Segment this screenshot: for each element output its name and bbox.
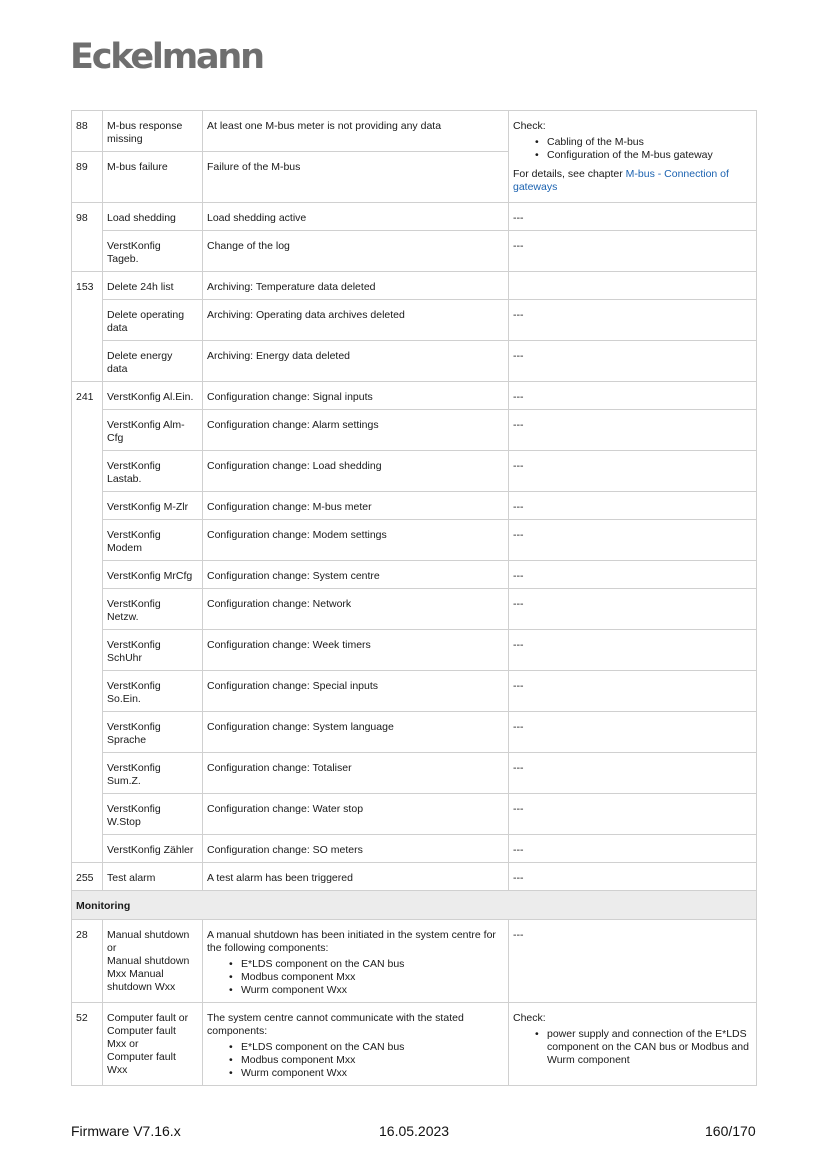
alarm-number: 89 — [72, 152, 103, 203]
alarm-name: VerstKonfig Sum.Z. — [103, 753, 203, 794]
alarm-cause — [509, 111, 757, 203]
table-row — [72, 231, 757, 272]
alarm-cause: --- — [509, 520, 757, 561]
table-row — [72, 492, 757, 520]
alarm-name: Computer fault or Computer fault Mxx or Computer fault Wxx — [103, 1003, 203, 1086]
alarm-number: 255 — [72, 863, 103, 891]
alarm-description: Configuration change: System centre — [203, 561, 509, 589]
alarm-description: Configuration change: Alarm settings — [203, 410, 509, 451]
alarm-number: 241 — [72, 382, 103, 863]
table-row — [72, 712, 757, 753]
section-title: Monitoring — [72, 891, 757, 920]
alarm-name: Delete operating data — [103, 300, 203, 341]
table-row — [72, 341, 757, 382]
alarm-table — [71, 110, 757, 1086]
alarm-description: Archiving: Operating data archives deleted — [203, 300, 509, 341]
table-row — [72, 589, 757, 630]
alarm-description: Change of the log — [203, 231, 509, 272]
alarm-description: Configuration change: Special inputs — [203, 671, 509, 712]
list-item: • E*LDS component on the CAN bus — [241, 1041, 504, 1054]
alarm-cause: --- — [509, 410, 757, 451]
alarm-cause: --- — [509, 341, 757, 382]
alarm-description: Configuration change: Network — [203, 589, 509, 630]
alarm-description: Configuration change: System language — [203, 712, 509, 753]
list-item: • E*LDS component on the CAN bus — [241, 958, 504, 971]
alarm-cause: --- — [509, 920, 757, 1003]
alarm-name: VerstKonfig Netzw. — [103, 589, 203, 630]
alarm-cause: --- — [509, 712, 757, 753]
alarm-name: VerstKonfig W.Stop — [103, 794, 203, 835]
alarm-name: VerstKonfig Alm- Cfg — [103, 410, 203, 451]
alarm-name: Manual shutdown or Manual shutdown Mxx Manual shutdown Wxx — [103, 920, 203, 1003]
alarm-name: VerstKonfig Sprache — [103, 712, 203, 753]
alarm-cause — [509, 1003, 757, 1086]
alarm-name: VerstKonfig Lastab. — [103, 451, 203, 492]
alarm-number: 52 — [72, 1003, 103, 1086]
alarm-number: 88 — [72, 111, 103, 152]
alarm-description: Failure of the M-bus — [203, 152, 509, 203]
reference-text: For details, see chapter — [513, 168, 626, 180]
footer-firmware: Firmware V7.16.x — [71, 1123, 181, 1139]
alarm-cause: --- — [509, 835, 757, 863]
alarm-name: Delete 24h list — [103, 272, 203, 300]
alarm-name: Load shedding — [103, 203, 203, 231]
table-row — [72, 272, 757, 300]
alarm-cause: --- — [509, 203, 757, 231]
cause-reference — [513, 168, 752, 194]
alarm-name: VerstKonfig Al.Ein. — [103, 382, 203, 410]
alarm-cause: --- — [509, 589, 757, 630]
alarm-cause: --- — [509, 561, 757, 589]
alarm-description: Configuration change: Week timers — [203, 630, 509, 671]
table-row — [72, 561, 757, 589]
list-item: • power supply and connection of the E*LDS component on the CAN bus or Modbus and Wurm component — [547, 1028, 752, 1067]
alarm-name: VerstKonfig Zähler — [103, 835, 203, 863]
description-text: The system centre cannot communicate with the stated components: — [207, 1012, 464, 1037]
alarm-name: VerstKonfig Modem — [103, 520, 203, 561]
alarm-cause: --- — [509, 671, 757, 712]
alarm-cause: --- — [509, 451, 757, 492]
alarm-number: 98 — [72, 203, 103, 272]
table-row — [72, 863, 757, 891]
cause-label: Check: — [513, 120, 546, 132]
table-row — [72, 671, 757, 712]
alarm-description: Configuration change: SO meters — [203, 835, 509, 863]
alarm-cause: --- — [509, 231, 757, 272]
list-item: • Modbus component Mxx — [241, 1054, 504, 1067]
list-item: • Modbus component Mxx — [241, 971, 504, 984]
alarm-description: Archiving: Energy data deleted — [203, 341, 509, 382]
alarm-cause: --- — [509, 630, 757, 671]
alarm-description: Load shedding active — [203, 203, 509, 231]
list-item: • Wurm component Wxx — [241, 1067, 504, 1080]
alarm-description: A test alarm has been triggered — [203, 863, 509, 891]
table-row — [72, 794, 757, 835]
alarm-description: At least one M-bus meter is not providing any data — [203, 111, 509, 152]
list-item: • Wurm component Wxx — [241, 984, 504, 997]
alarm-cause: --- — [509, 300, 757, 341]
alarm-name: Delete energy data — [103, 341, 203, 382]
alarm-cause: --- — [509, 382, 757, 410]
section-header-row — [72, 891, 757, 920]
alarm-cause — [509, 272, 757, 300]
description-text: A manual shutdown has been initiated in the system centre for the following components: — [207, 929, 496, 954]
alarm-cause: --- — [509, 863, 757, 891]
cause-list — [513, 1028, 752, 1067]
table-row — [72, 630, 757, 671]
alarm-name: Test alarm — [103, 863, 203, 891]
table-row — [72, 920, 757, 1003]
table-row — [72, 835, 757, 863]
alarm-name: VerstKonfig MrCfg — [103, 561, 203, 589]
alarm-name: M-bus response missing — [103, 111, 203, 152]
table-row — [72, 382, 757, 410]
alarm-name: VerstKonfig Tageb. — [103, 231, 203, 272]
table-row — [72, 300, 757, 341]
alarm-description: Configuration change: M-bus meter — [203, 492, 509, 520]
alarm-cause: --- — [509, 794, 757, 835]
alarm-number: 153 — [72, 272, 103, 382]
cause-list — [513, 136, 752, 162]
alarm-description: Configuration change: Load shedding — [203, 451, 509, 492]
component-list — [207, 958, 504, 997]
table-row — [72, 520, 757, 561]
chapter-link[interactable]: M-bus - Connection of gateways — [513, 168, 729, 193]
alarm-description: Archiving: Temperature data deleted — [203, 272, 509, 300]
table-row — [72, 753, 757, 794]
alarm-name: VerstKonfig M-Zlr — [103, 492, 203, 520]
table-row — [72, 1003, 757, 1086]
alarm-cause: --- — [509, 492, 757, 520]
list-item: • Configuration of the M-bus gateway — [547, 149, 752, 162]
alarm-description: Configuration change: Signal inputs — [203, 382, 509, 410]
table-row — [72, 203, 757, 231]
table-row — [72, 111, 757, 152]
list-item: • Cabling of the M-bus — [547, 136, 752, 149]
alarm-name: VerstKonfig SchUhr — [103, 630, 203, 671]
alarm-description — [203, 1003, 509, 1086]
cause-label: Check: — [513, 1012, 546, 1024]
alarm-number: 28 — [72, 920, 103, 1003]
component-list — [207, 1041, 504, 1080]
alarm-description: Configuration change: Water stop — [203, 794, 509, 835]
footer-page-number: 160/170 — [705, 1123, 756, 1139]
footer-date: 16.05.2023 — [379, 1123, 450, 1139]
alarm-name: M-bus failure — [103, 152, 203, 203]
table-row — [72, 410, 757, 451]
table-row — [72, 451, 757, 492]
alarm-name: VerstKonfig So.Ein. — [103, 671, 203, 712]
alarm-description: Configuration change: Totaliser — [203, 753, 509, 794]
alarm-description — [203, 920, 509, 1003]
alarm-cause: --- — [509, 753, 757, 794]
alarm-description: Configuration change: Modem settings — [203, 520, 509, 561]
company-logo: Eckelmann — [70, 37, 263, 77]
